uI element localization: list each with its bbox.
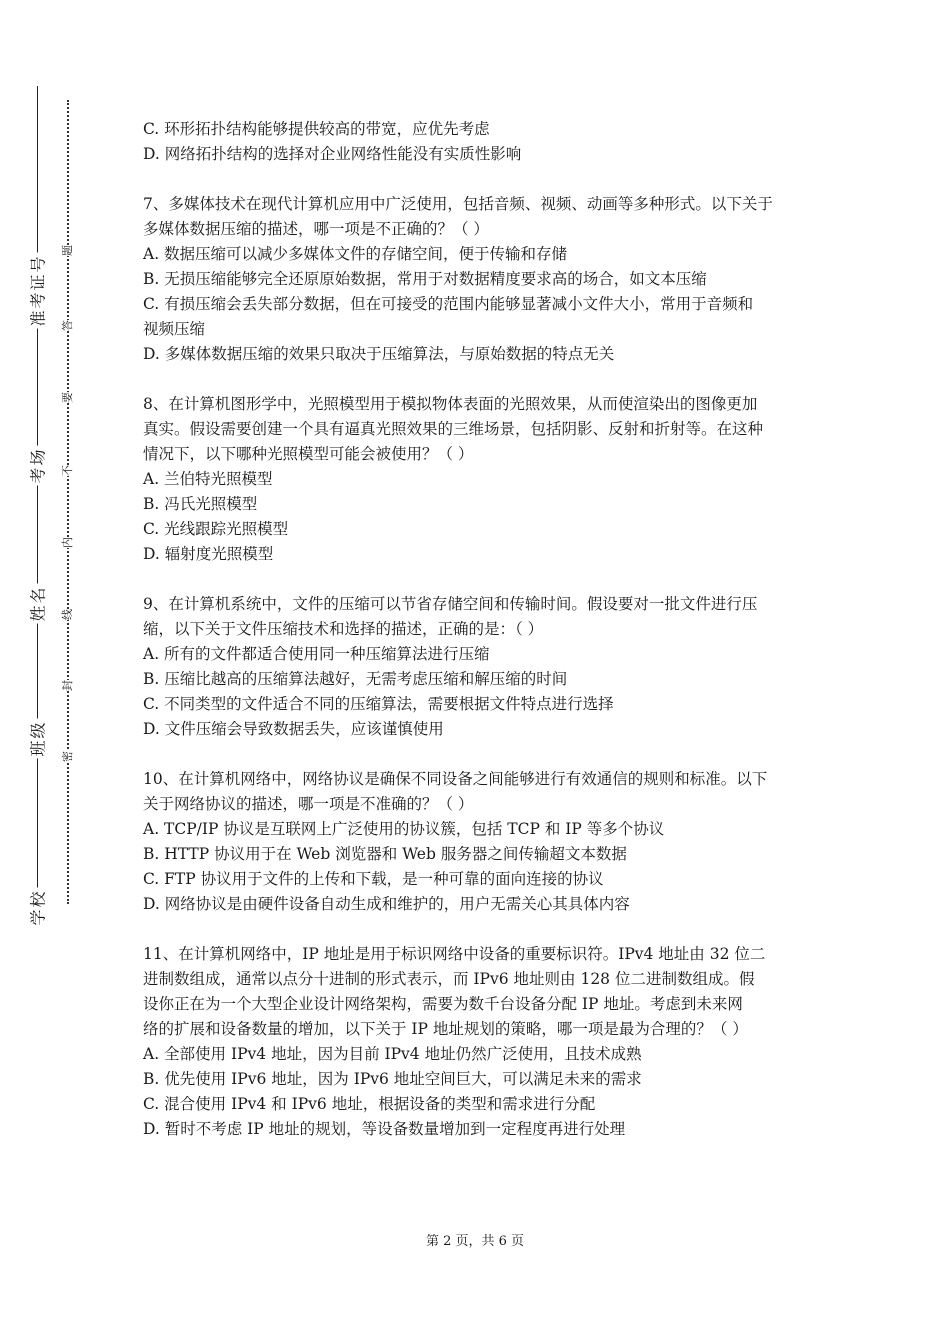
label-exam-number: 准考证号 — [22, 240, 52, 340]
seal-char-xian: 线 — [60, 608, 74, 620]
question-7 — [143, 192, 815, 367]
question-stem: 缩，以下关于文件压缩技术和选择的描述，正确的是：（ ） — [143, 620, 544, 638]
seal-char-bu: 不 — [60, 464, 74, 476]
question-8 — [143, 392, 815, 567]
option-d: D. 辐射度光照模型 — [143, 545, 274, 563]
seal-char-ti: 题 — [60, 244, 74, 256]
question-stem: 进制数组成，通常以点分十进制的形式表示，而 IPv6 地址则由 128 位二进制数组成。假 — [143, 970, 755, 988]
question-stem: 多媒体数据压缩的描述，哪一项是不正确的？（ ） — [143, 220, 489, 238]
option-c: C. 光线跟踪光照模型 — [143, 520, 289, 538]
option-c: C. 环形拓扑结构能够提供较高的带宽，应优先考虑 — [143, 120, 490, 138]
option-a: A. TCP/IP 协议是互联网上广泛使用的协议簇，包括 TCP 和 IP 等多个协议 — [143, 820, 665, 838]
seal-char-feng: 封 — [60, 679, 74, 691]
question-stem: 真实。假设需要创建一个具有逼真光照效果的三维场景，包括阴影、反射和折射等。在这种 — [143, 420, 764, 438]
option-d: D. 文件压缩会导致数据丢失，应该谨慎使用 — [143, 720, 444, 738]
question-stem: 7、多媒体技术在现代计算机应用中广泛使用，包括音频、视频、动画等多种形式。以下关于 — [143, 195, 773, 213]
option-a: A. 兰伯特光照模型 — [143, 470, 273, 488]
option-c: C. 有损压缩会丢失部分数据，但在可接受的范围内能够显著减小文件大小，常用于音频和 — [143, 295, 754, 313]
question-stem: 设你正在为一个大型企业设计网络架构，需要为数千台设备分配 IP 地址。考虑到未来网 — [143, 995, 743, 1013]
question-stem: 络的扩展和设备数量的增加，以下关于 IP 地址规划的策略，哪一项是最为合理的？（ ） — [143, 1020, 748, 1038]
option-a: A. 全部使用 IPv4 地址，因为目前 IPv4 地址仍然广泛使用，且技术成熟 — [143, 1045, 642, 1063]
option-b: B. 冯氏光照模型 — [143, 495, 258, 513]
question-10 — [143, 767, 815, 917]
option-c-continued: 视频压缩 — [143, 320, 206, 338]
binding-margin — [0, 0, 110, 1344]
option-c: C. 不同类型的文件适合不同的压缩算法，需要根据文件特点进行选择 — [143, 695, 614, 713]
option-d: D. 网络拓扑结构的选择对企业网络性能没有实质性影响 — [143, 145, 522, 163]
option-c: C. 混合使用 IPv4 和 IPv6 地址，根据设备的类型和需求进行分配 — [143, 1095, 596, 1113]
seal-char-nei: 内 — [60, 536, 74, 548]
label-exam-room: 考场 — [22, 415, 52, 515]
question-stem: 10、在计算机网络中，网络协议是确保不同设备之间能够进行有效通信的规则和标准。以下 — [143, 770, 768, 788]
option-d: D. 暂时不考虑 IP 地址的规划，等设备数量增加到一定程度再进行处理 — [143, 1120, 626, 1138]
option-c: C. FTP 协议用于文件的上传和下载，是一种可靠的面向连接的协议 — [143, 870, 604, 888]
option-a: A. 数据压缩可以减少多媒体文件的存储空间，便于传输和存储 — [143, 245, 568, 263]
label-school: 学校 — [22, 857, 52, 957]
option-b: B. HTTP 协议用于在 Web 浏览器和 Web 服务器之间传输超文本数据 — [143, 845, 627, 863]
option-d: D. 多媒体数据压缩的效果只取决于压缩算法，与原始数据的特点无关 — [143, 345, 615, 363]
question-11 — [143, 942, 815, 1142]
question-stem: 9、在计算机系统中，文件的压缩可以节省存储空间和传输时间。假设要对一批文件进行压 — [143, 595, 758, 613]
seal-char-mi: 密 — [60, 750, 74, 762]
question-content — [143, 117, 815, 1167]
question-stem: 8、在计算机图形学中，光照模型用于模拟物体表面的光照效果，从而使渲染出的图像更加 — [143, 395, 758, 413]
label-class: 班级 — [22, 688, 52, 788]
page-number: 第 2 页，共 6 页 — [425, 1234, 525, 1249]
question-9 — [143, 592, 815, 742]
option-b: B. 优先使用 IPv6 地址，因为 IPv6 地址空间巨大，可以满足未来的需求 — [143, 1070, 642, 1088]
label-name: 姓名 — [22, 553, 52, 653]
question-6-continued — [143, 117, 815, 167]
seal-char-yao: 要 — [60, 391, 74, 403]
seal-dotted-line — [67, 100, 69, 904]
option-d: D. 网络协议是由硬件设备自动生成和维护的，用户无需关心其具体内容 — [143, 895, 630, 913]
question-stem: 11、在计算机网络中，IP 地址是用于标识网络中设备的重要标识符。IPv4 地址由 32 位二 — [143, 945, 766, 963]
question-stem: 情况下，以下哪种光照模型可能会被使用？（ ） — [143, 445, 474, 463]
option-a: A. 所有的文件都适合使用同一种压缩算法进行压缩 — [143, 645, 490, 663]
seal-char-da: 答 — [60, 319, 74, 331]
option-b: B. 压缩比越高的压缩算法越好，无需考虑压缩和解压缩的时间 — [143, 670, 568, 688]
question-stem: 关于网络协议的描述，哪一项是不准确的？（ ） — [143, 795, 474, 813]
option-b: B. 无损压缩能够完全还原原始数据，常用于对数据精度要求高的场合，如文本压缩 — [143, 270, 707, 288]
